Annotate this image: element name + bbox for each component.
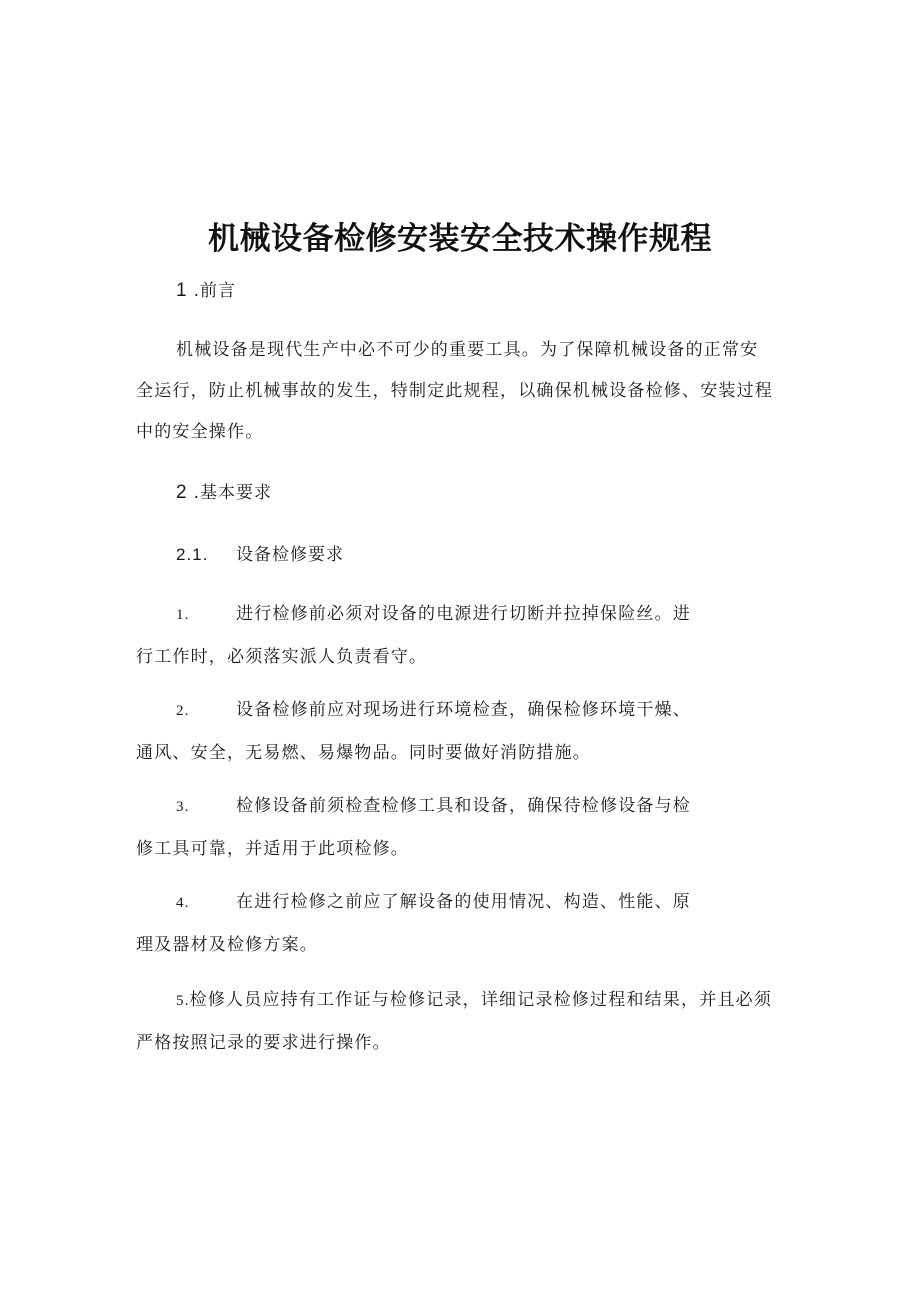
item-number: 5. [176, 993, 190, 1009]
list-item [136, 593, 691, 678]
item-number: 4. [176, 895, 190, 911]
item-text-line2: 理及器材及检修方案。 [136, 935, 318, 955]
list-item [136, 689, 691, 774]
item-number: 2. [176, 703, 190, 719]
item-text-line1: 检修设备前须检查检修工具和设备，确保待检修设备与检 [236, 796, 691, 816]
subsection-number: 2.1. [176, 545, 209, 564]
subsection-label: 设备检修要求 [236, 545, 344, 565]
item-text-line2: 通风、安全，无易燃、易爆物品。同时要做好消防措施。 [136, 743, 591, 763]
item-text-line2: 修工具可靠，并适用于此项检修。 [136, 839, 409, 859]
section-label: .前言 [193, 281, 236, 301]
section-number: 1 [176, 280, 188, 301]
section-heading-2 [176, 480, 272, 506]
subsection-heading-2-1 [176, 542, 344, 568]
section-number: 2 [176, 482, 188, 503]
item-text-line1: 在进行检修之前应了解设备的使用情况、构造、性能、原 [236, 892, 691, 912]
section-heading-1 [176, 278, 236, 304]
item-number: 3. [176, 799, 190, 815]
item-text-line1: 设备检修前应对现场进行环境检查，确保检修环境干燥、 [236, 700, 691, 720]
list-item [136, 979, 776, 1064]
list-item [136, 785, 691, 870]
item-text-line2: 行工作时，必须落实派人负责看守。 [136, 647, 428, 667]
section-label: .基本要求 [193, 483, 272, 503]
item-number: 1. [176, 607, 190, 623]
item-text: 检修人员应持有工作证与检修记录，详细记录检修过程和结果，并且必须严格按照记录的要求进行操作。 [136, 990, 773, 1053]
list-item [136, 881, 691, 966]
intro-paragraph: 机械设备是现代生产中必不可少的重要工具。为了保障机械设备的正常安全运行，防止机械事故的发生，特制定此规程，以确保机械设备检修、安装过程中的安全操作。 [136, 340, 773, 442]
item-text-line1: 进行检修前必须对设备的电源进行切断并拉掉保险丝。进 [236, 604, 691, 624]
document-title: 机械设备检修安装安全技术操作规程 [208, 221, 712, 257]
